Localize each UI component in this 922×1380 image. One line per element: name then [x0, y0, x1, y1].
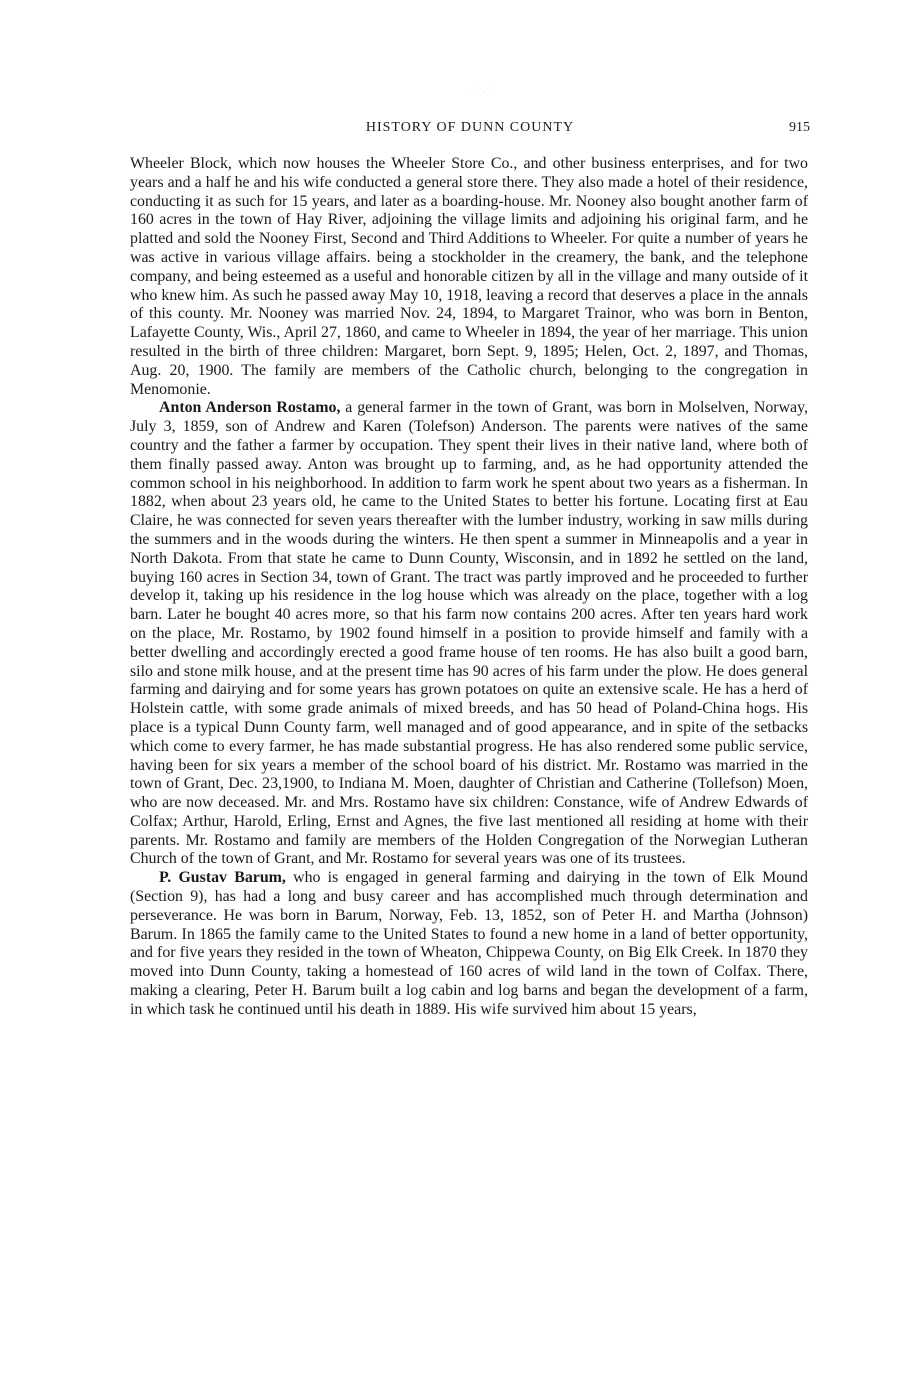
paragraph-text: who is engaged in general farming and dairying in the town of Elk Mound (Section 9), has had a long and busy career and has accomplished much through determination and perseverance. He was born in Barum, Norway, Feb. 13, 1852, son of Peter H. and Martha (Johnson) Barum. In 1865 the family came to the United States to found a new home in a land of better opportunity, and for five years they resided in the town of Wheaton, Chippewa County, on Big Elk Creek. In 1870 they moved into Dunn County, taking a homestead of 160 acres of wild land in the town of Colfax. There, making a clearing, Peter H. Barum built a log cabin and log barns and began the development of a farm, in which task he continued until his death in 1889. His wife survived him about 15 years,	[130, 869, 808, 1018]
scan-speck: ·˙·.·˙	[470, 86, 496, 94]
entry-name: P. Gustav Barum,	[159, 869, 286, 887]
paragraph-nooney-continued	[130, 155, 808, 399]
entry-name: Anton Anderson Rostamo,	[159, 399, 341, 417]
paragraph-text: Wheeler Block, which now houses the Wheeler Store Co., and other business enterprises, and for two years and a half he and his wife conducted a general store there. They also made a hotel of their residence, conducting it as such for 15 years, and later as a boarding-house. Mr. Nooney also bought another farm of 160 acres in the town of Hay River, adjoining the village limits and adjoining his original farm, and he platted and sold the Nooney First, Second and Third Additions to Wheeler. For quite a number of years he was active in various village affairs. being a stockholder in the creamery, the bank, and the telephone company, and being esteemed as a useful and honorable citizen by all in the village and many outside of it who knew him. As such he passed away May 10, 1918, leaving a record that deserves a place in the annals of this county. Mr. Nooney was married Nov. 24, 1894, to Margaret Trainor, who was born in Benton, Lafayette County, Wis., April 27, 1860, and came to Wheeler in 1894, the year of her marriage. This union resulted in the birth of three children: Margaret, born Sept. 9, 1895; Helen, Oct. 2, 1897, and Thomas, Aug. 20, 1900. The family are members of the Catholic church, belonging to the congregation in Menomonie.	[130, 155, 808, 398]
body-text	[130, 155, 808, 1020]
paragraph-text: a general farmer in the town of Grant, was born in Molselven, Norway, July 3, 1859, son of Andrew and Karen (Tolefson) Anderson. The parents were natives of the same country and the father a farmer by occupation. They spent their lives in their native land, where both of them finally passed away. Anton was brought up to farming, and, as he had opportunity attended the common school in his neighborhood. In addition to farm work he spent about two years as a fisherman. In 1882, when about 23 years old, he came to the United States to better his fortune. Locating first at Eau Claire, he was connected for seven years thereafter with the lumber industry, working in saw mills during the summers and in the woods during the winters. He then spent a summer in Minneapolis and a year in North Dakota. From that state he came to Dunn County, Wisconsin, and in 1892 he settled on the land, buying 160 acres in Section 34, town of Grant. The tract was partly improved and he proceeded to further develop it, taking up his residence in the log house which was already on the place, together with a log barn. Later he bought 40 acres more, so that his farm now contains 200 acres. After ten years hard work on the place, Mr. Rostamo, by 1902 found himself in a position to provide himself and family with a better dwelling and accordingly erected a good frame house of ten rooms. He has also built a good barn, silo and stone milk house, and at the present time has 90 acres of his farm under the plow. He does general farming and dairying and for some years has grown potatoes on quite an extensive scale. He has a herd of Holstein cattle, with some grade animals of mixed breeds, and has 50 head of Poland-China hogs. His place is a typical Dunn County farm, well managed and of good appearance, and in spite of the setbacks which come to every farmer, he has made substantial progress. He has also rendered some public service, having been for six years a member of the school board of his district. Mr. Rostamo was married in the town of Grant, Dec. 23,1900, to Indiana M. Moen, daughter of Christian and Catherine (Tollefson) Moen, who are now deceased. Mr. and Mrs. Rostamo have six children: Constance, wife of Andrew Edwards of Colfax; Arthur, Harold, Erling, Ernst and Agnes, the five last mentioned all residing at home with their parents. Mr. Rostamo and family are members of the Holden Congregation of the Norwegian Lutheran Church of the town of Grant, and Mr. Rostamo for several years was one of its trustees.	[130, 399, 808, 868]
page-number: 915	[789, 120, 810, 135]
paragraph-barum	[130, 869, 808, 1019]
page-header	[130, 120, 810, 140]
running-title: HISTORY OF DUNN COUNTY	[365, 120, 575, 135]
paragraph-rostamo	[130, 399, 808, 869]
